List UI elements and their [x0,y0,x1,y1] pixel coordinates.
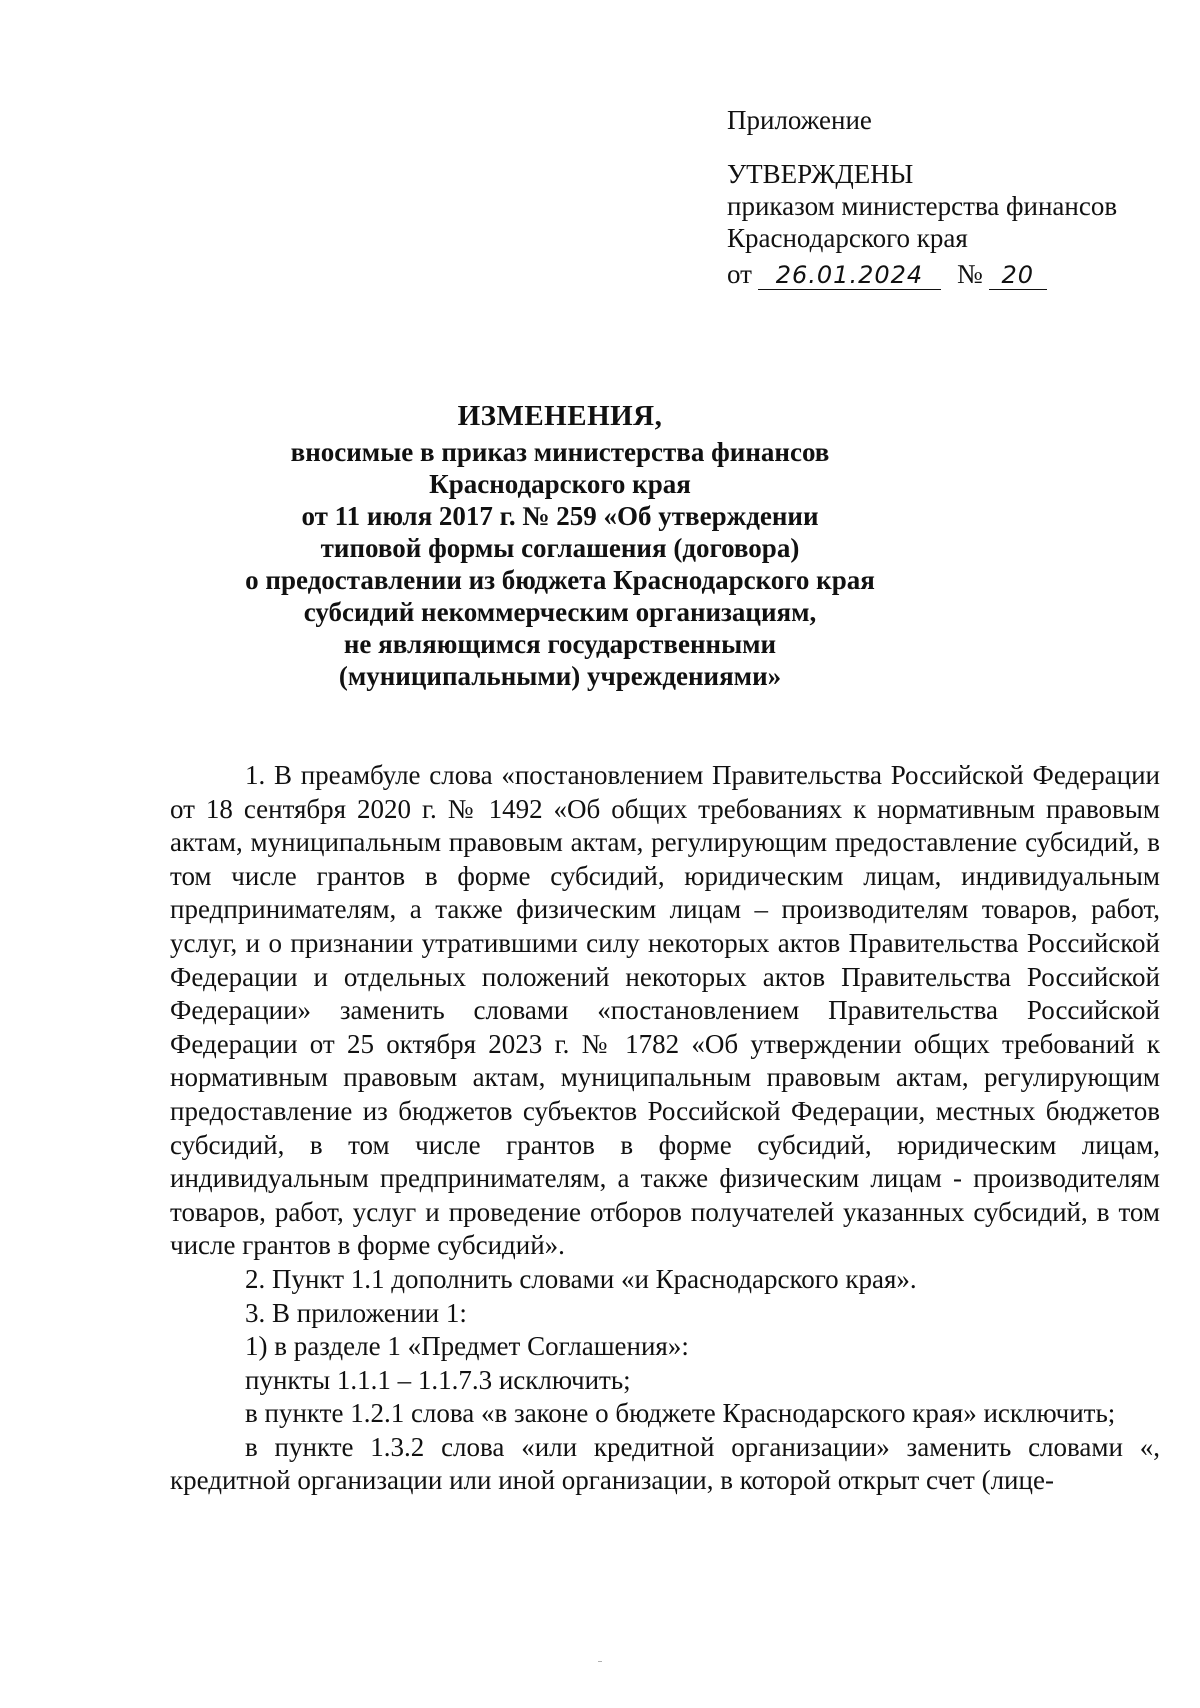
body-paragraph: 1) в разделе 1 «Предмет Соглашения»: [245,1331,689,1362]
title-line: Краснодарского края [429,469,691,499]
title-line: типовой формы соглашения (договора) [320,533,800,563]
annex-label: Приложение [727,105,872,135]
title-line: вносимые в приказ министерства финансов [290,437,830,467]
order-date-number-line [727,258,1167,290]
title-line: от 11 июля 2017 г. № 259 «Об утверждении [301,501,819,531]
body-paragraph: в пункте 1.2.1 слова «в законе о бюджете Краснодарского края» исключить; [245,1398,1116,1429]
document-title [200,400,920,692]
title-line: не являющимся государственными [343,629,777,659]
body-paragraph: пункты 1.1.1 – 1.1.7.3 исключить; [245,1364,631,1395]
approved-label: УТВЕРЖДЕНЫ [727,159,914,189]
body-paragraph: в пункте 1.3.2 слова «или кредитной организации» заменить словами «, кредитной организации или иной организации, в которой открыт счет (лице- [170,1431,1160,1496]
document-body [170,759,1160,1498]
body-paragraph: 2. Пункт 1.1 дополнить словами «и Краснодарского края». [245,1263,917,1294]
title-line: (муниципальными) учреждениями» [338,661,782,691]
handwritten-number: 20 [989,262,1047,290]
body-paragraph: 1. В преамбуле слова «постановлением Правительства Российской Федерации от 18 сентября 2020 г. № 1492 «Об общих требованиях к нормативным правовым актам, муниципальным правовым актам, регулирующим предоставление субсидий, в том числе грантов в форме субсидий, юридическим лицам, индивидуальным предпринимателям, а также физическим лицам – производителям товаров, работ, услуг, и о признании утратившими силу некоторых актов Правительства Российской Федерации и отдельных положений некоторых актов Правительства Российской Федерации» заменить словами «постановлением Правительства Российской Федерации от 25 октября 2023 г. № 1782 «Об утверждении общих требований к нормативным правовым актам, муниципальным правовым актам, регулирующим предоставление из бюджетов субъектов Российской Федерации, местных бюджетов субсидий, в том числе грантов в форме субсидий, юридическим лицам, индивидуальным предпринимателям, а также физическим лицам - производителям товаров, работ, услуг и проведение отборов получателей указанных субсидий, в том числе грантов в форме субсидий». [170,760,1160,1261]
approval-block [727,104,1167,290]
number-prefix: № [956,259,983,289]
date-prefix: от [727,259,752,289]
handwritten-date: 26.01.2024 [758,262,941,290]
title-heading: ИЗМЕНЕНИЯ, [457,400,663,432]
page-footer-mark [598,1661,602,1662]
approved-by-line-1: приказом министерства финансов [727,191,1118,221]
approved-by-line-2: Краснодарского края [727,223,968,253]
title-line: о предоставлении из бюджета Краснодарского края [245,565,875,595]
body-paragraph: 3. В приложении 1: [245,1297,467,1328]
title-line: субсидий некоммерческим организациям, [303,597,817,627]
